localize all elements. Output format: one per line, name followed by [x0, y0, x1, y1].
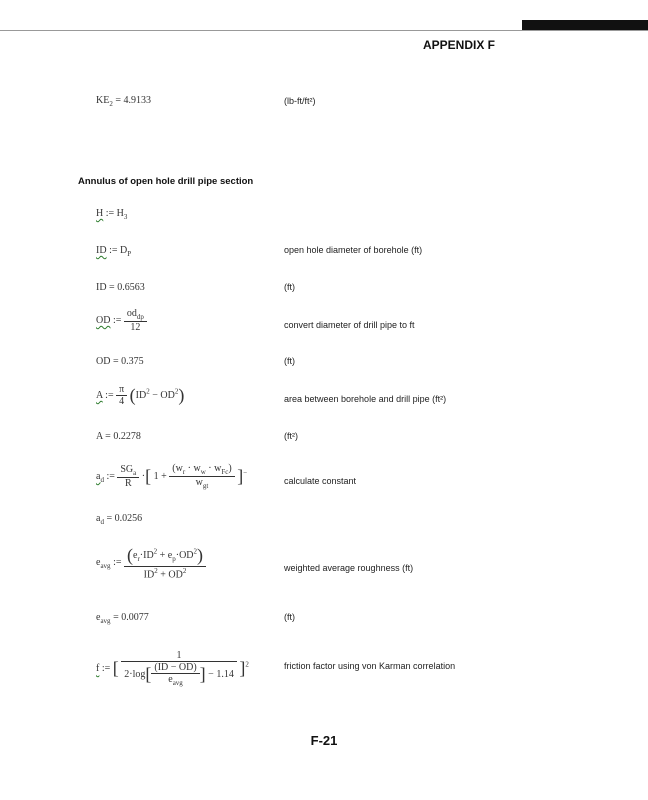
area-units: (ft²) [284, 431, 298, 441]
friction-assignment: f := [ 1 2·log[ $\frac{(ID - OD)}{e_{avg}}$ ] − 1.14 ]$^2$ [96, 650, 249, 687]
roughness-units: (ft) [284, 612, 295, 622]
ke2-result: $KE_2 = 4.9133$ [96, 95, 151, 108]
id-units: (ft) [284, 282, 295, 292]
roughness-desc: weighted average roughness (ft) [284, 563, 414, 573]
page-number: F-21 [310, 733, 338, 748]
section-title: Annulus of open hole drill pipe section [78, 176, 254, 187]
friction-desc: friction factor using von Karman correlation [284, 661, 456, 671]
area-desc: area between borehole and drill pipe (ft²) [284, 394, 447, 404]
constant-result: $a_d = 0.0256$ [96, 513, 143, 526]
od-assignment: OD := $\frac{od_{dp}}{12}$ [96, 308, 147, 333]
ke2-units: (lb-ft/ft²) [284, 96, 316, 106]
area-assignment: A := $\frac{\pi}{4}$ $(ID^2 - OD^2)$ [96, 384, 185, 407]
od-desc: convert diameter of drill pipe to ft [284, 320, 415, 330]
roughness-result: $e_{avg} = 0.0077$ [96, 612, 149, 625]
header-rule [0, 30, 648, 31]
od-units: (ft) [284, 356, 295, 366]
h-assignment: H := $H_3$ [96, 208, 128, 221]
area-result: A = 0.2278 [96, 431, 141, 442]
constant-desc: calculate constant [284, 476, 357, 486]
od-fraction: $\frac{od_{dp}}{12}$ [124, 308, 147, 333]
appendix-label: APPENDIX F [422, 38, 495, 52]
id-desc: open hole diameter of borehole (ft) [284, 245, 423, 255]
constant-assignment: $a_d$ := $\frac{SG_a}{R}$ ·[ 1 + $\frac{(w_r \cdot w_w \cdot w_{Fc})}{w_{gt}}$ ]− [96, 463, 248, 490]
od-result: OD = 0.375 [96, 356, 144, 367]
id-result: ID = 0.6563 [96, 282, 145, 293]
id-assignment: ID := $D_P$ [96, 245, 132, 258]
roughness-assignment: $e_{avg}$ := $\frac{(e_r\cdot ID^2 + e_p\cdot OD^2)}{ID^2 + OD^2}$ [96, 545, 206, 580]
